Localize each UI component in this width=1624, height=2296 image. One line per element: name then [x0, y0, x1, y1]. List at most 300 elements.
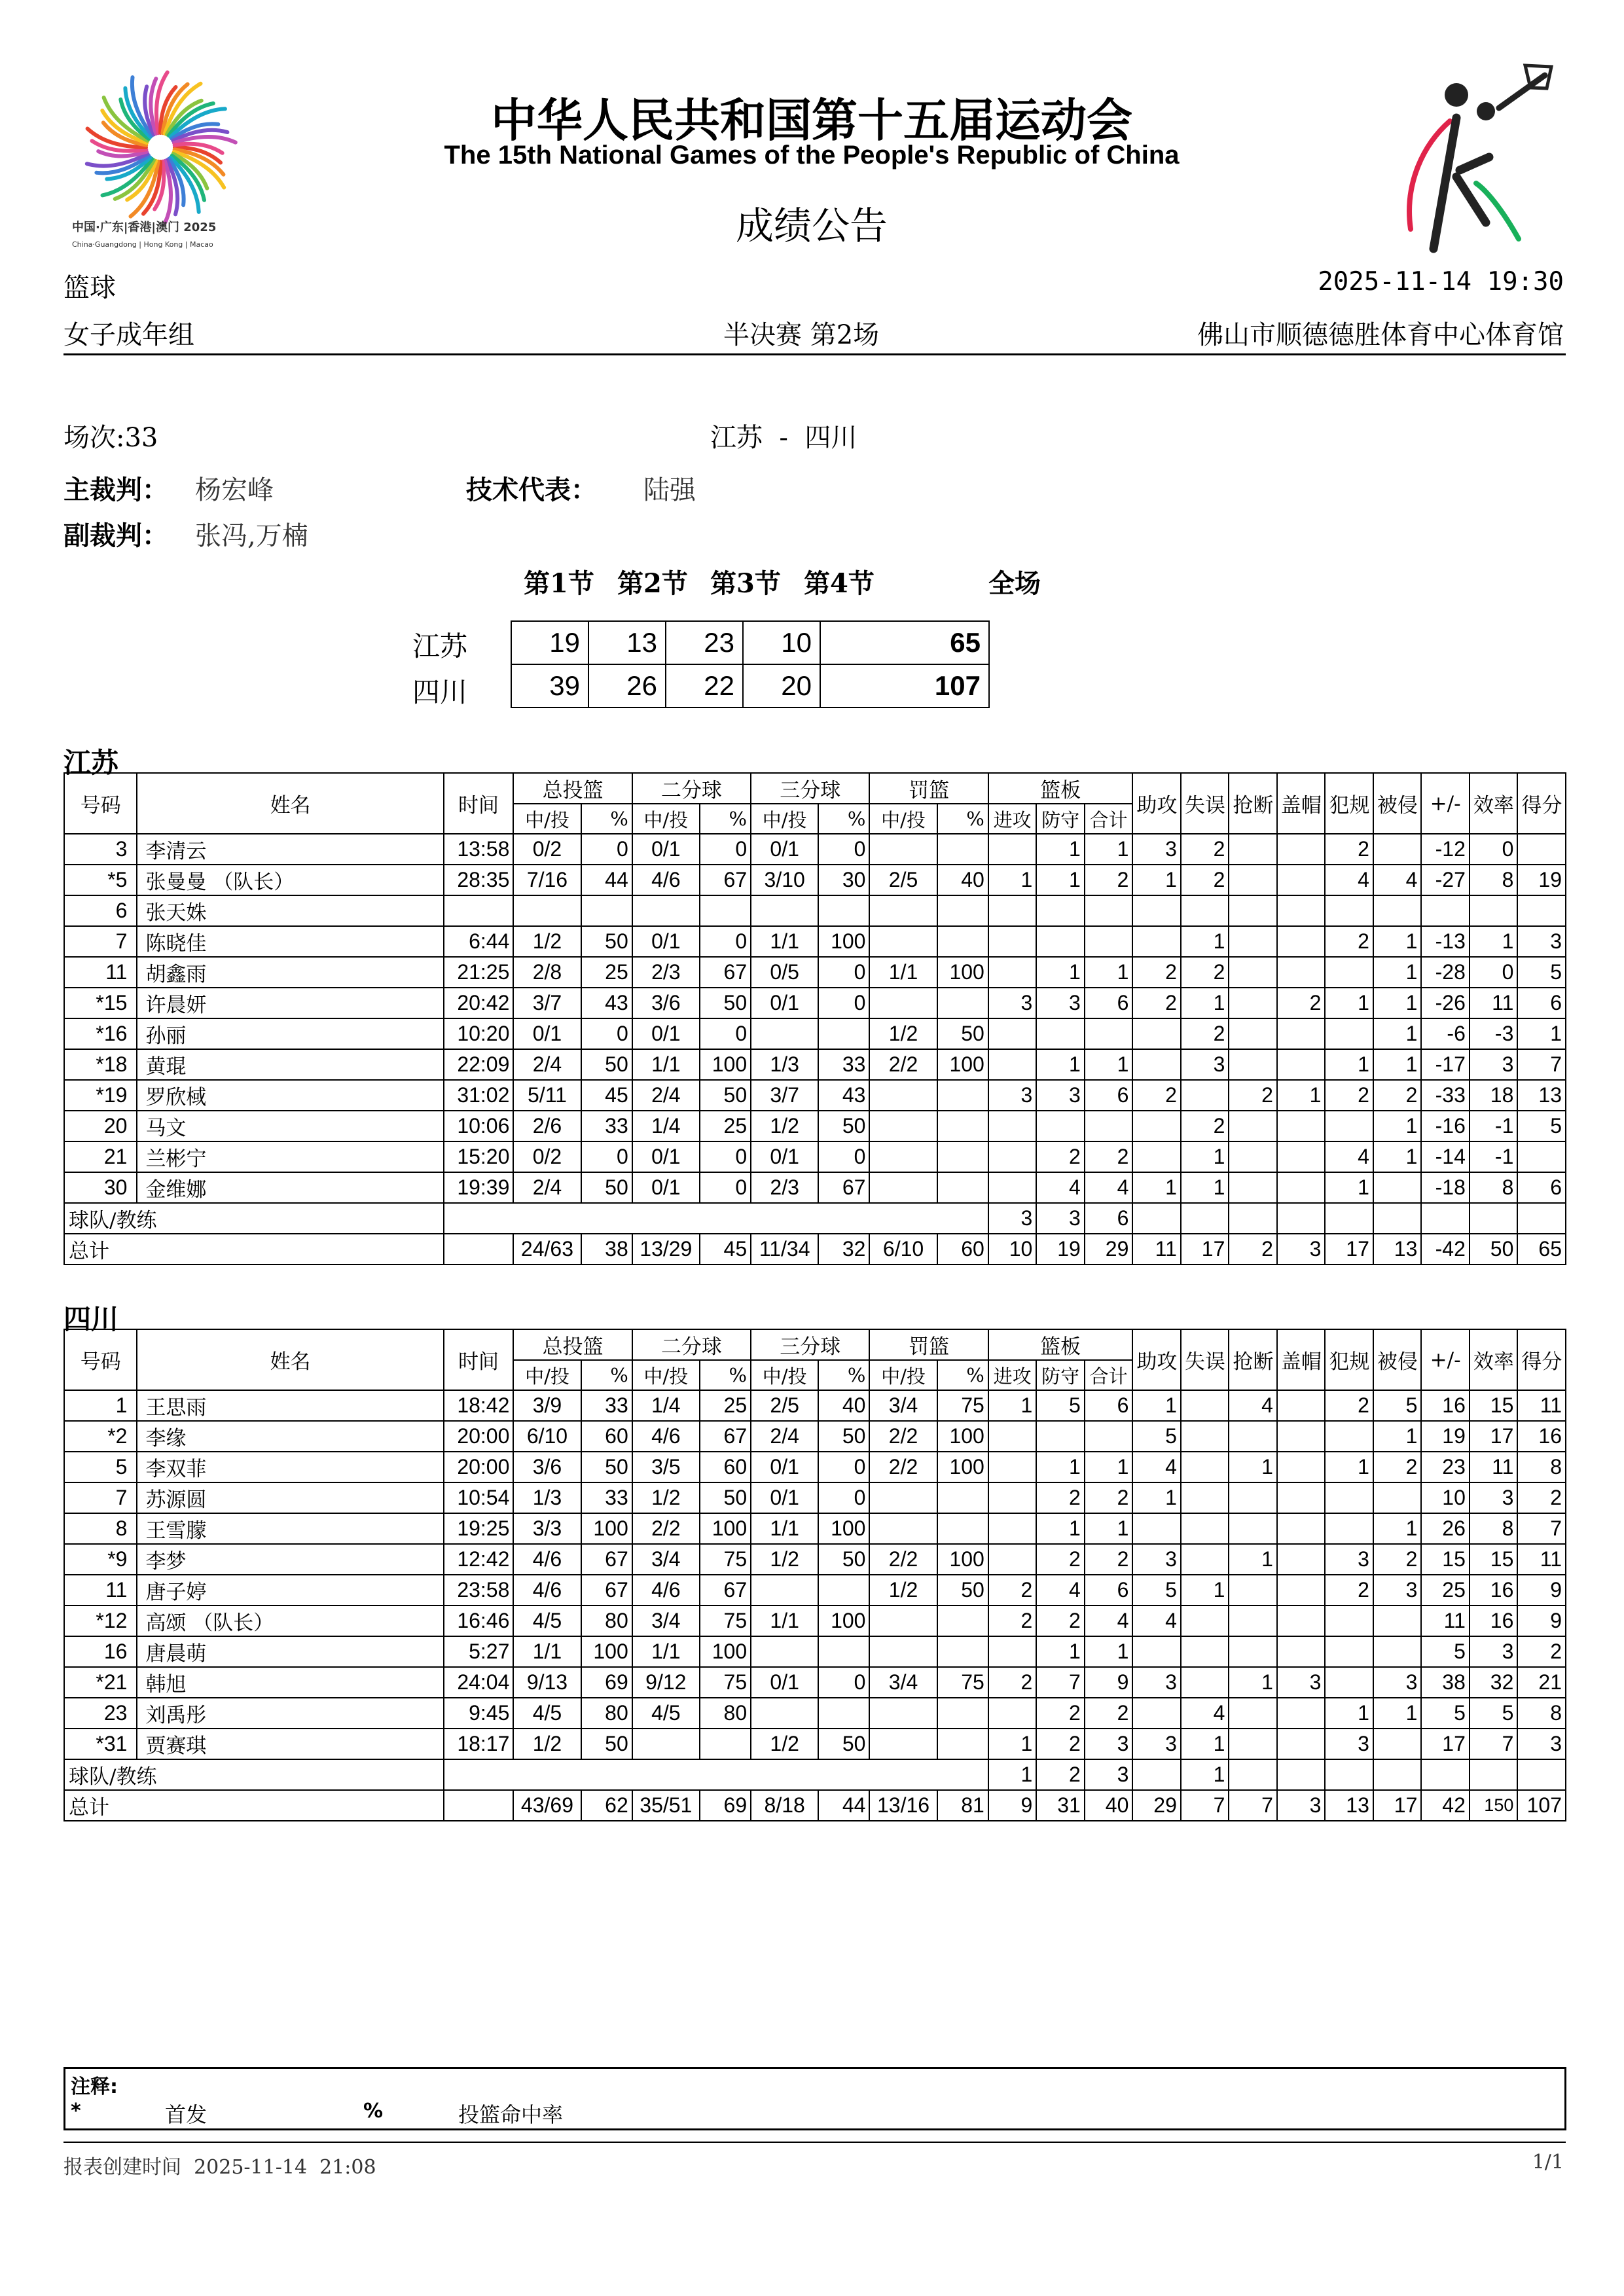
col-time-header: 时间	[444, 1329, 514, 1390]
stat-cell: 2	[988, 1605, 1037, 1636]
stat-cell: 1	[1325, 1698, 1373, 1729]
stat-cell: 4/6	[632, 1421, 700, 1452]
stat-cell	[1181, 1482, 1229, 1513]
stat-cell: 2/2	[869, 1544, 937, 1575]
stat-cell: 5	[1036, 1390, 1085, 1421]
stat-cell	[1470, 1203, 1518, 1234]
stat-cell	[937, 926, 988, 957]
total-cell: 10	[988, 1234, 1037, 1265]
stat-cell: 2	[1036, 1482, 1085, 1513]
stat-cell	[1229, 1172, 1277, 1203]
total-cell: 13	[1325, 1790, 1373, 1821]
team-turnovers	[1181, 1203, 1229, 1234]
stat-cell: 2/2	[869, 1049, 937, 1080]
stat-cell	[1085, 895, 1133, 926]
stat-cell	[869, 1080, 937, 1111]
stat-cell: 75	[700, 1544, 751, 1575]
col-reb-header: 篮板	[988, 1329, 1133, 1360]
col-to-header: 失误	[1181, 773, 1229, 834]
team-def-reb: 2	[1036, 1759, 1085, 1790]
player-row	[64, 957, 1566, 988]
stat-cell: 5/11	[513, 1080, 581, 1111]
stat-cell	[1229, 895, 1277, 926]
stat-cell: 1/2	[869, 1018, 937, 1049]
notes-starter-text: 首发	[165, 2102, 208, 2127]
score-cell: 22	[666, 664, 743, 708]
player-name: 李清云	[137, 834, 443, 865]
player-row	[64, 895, 1566, 926]
stat-cell	[751, 1575, 818, 1605]
stat-cell: 1/2	[751, 1544, 818, 1575]
player-name: 刘禹彤	[137, 1698, 443, 1729]
stat-cell: 1	[1036, 1049, 1085, 1080]
event-round: 半决赛 第2场	[723, 320, 880, 350]
stat-cell: 6	[1517, 1172, 1566, 1203]
stat-cell: 1	[1085, 1049, 1133, 1080]
stat-cell	[1277, 1636, 1326, 1667]
stat-cell: 2	[988, 1575, 1037, 1605]
stat-cell: 69	[581, 1667, 632, 1698]
stat-cell	[632, 1729, 700, 1759]
stat-cell	[818, 895, 869, 926]
score-team-name: 江苏	[412, 630, 468, 662]
stat-cell	[1517, 895, 1566, 926]
stat-cell	[937, 1698, 988, 1729]
stat-cell	[1181, 1421, 1229, 1452]
stat-cell	[1036, 1421, 1085, 1452]
player-name: 王思雨	[137, 1390, 443, 1421]
stat-cell	[869, 926, 937, 957]
score-total: 107	[820, 664, 989, 708]
stat-cell: 100	[700, 1049, 751, 1080]
col-made-att-header: 中/投	[751, 1360, 818, 1390]
stat-cell: 2	[1229, 1080, 1277, 1111]
stat-cell: 4	[1229, 1390, 1277, 1421]
stat-cell	[818, 1575, 869, 1605]
score-cell: 26	[588, 664, 666, 708]
player-name: 马文	[137, 1111, 443, 1141]
col-3pt-header: 三分球	[751, 1329, 869, 1360]
stat-cell: 2/8	[513, 957, 581, 988]
stat-cell	[1181, 1513, 1229, 1544]
stat-cell: 4/6	[513, 1544, 581, 1575]
stat-cell: 3	[1325, 1729, 1373, 1759]
stat-cell: 100	[818, 1605, 869, 1636]
stat-cell	[1229, 1636, 1277, 1667]
tech-delegate-label: 技术代表：	[466, 475, 597, 505]
stat-cell: 67	[700, 1575, 751, 1605]
stat-cell: 3	[1132, 1544, 1181, 1575]
player-number: 16	[64, 1636, 137, 1667]
player-name: 孙丽	[137, 1018, 443, 1049]
stat-cell: 60	[700, 1452, 751, 1482]
total-cell: 29	[1132, 1790, 1181, 1821]
stat-cell	[1181, 1605, 1229, 1636]
stat-cell	[988, 1482, 1037, 1513]
player-name: 胡鑫雨	[137, 957, 443, 988]
col-3pt-header: 三分球	[751, 773, 869, 804]
stat-cell	[1277, 926, 1326, 957]
stat-cell: 7	[1470, 1729, 1518, 1759]
stat-cell: 3/9	[513, 1390, 581, 1421]
stat-cell: 3	[988, 988, 1037, 1018]
stat-cell	[1085, 1018, 1133, 1049]
player-minutes: 10:54	[444, 1482, 514, 1513]
stat-cell: 33	[581, 1111, 632, 1141]
stat-cell: 3/4	[869, 1390, 937, 1421]
score-cell: 20	[743, 664, 820, 708]
col-pf-header: 犯规	[1325, 1329, 1373, 1390]
player-number: *31	[64, 1729, 137, 1759]
player-name: 黄琨	[137, 1049, 443, 1080]
stat-cell: 0	[700, 1172, 751, 1203]
stat-cell	[869, 1111, 937, 1141]
full-game-header: 全场	[988, 568, 1041, 599]
stat-cell	[988, 1049, 1037, 1080]
player-minutes: 23:58	[444, 1575, 514, 1605]
player-row	[64, 865, 1566, 895]
player-minutes: 9:45	[444, 1698, 514, 1729]
player-row	[64, 834, 1566, 865]
stat-cell: 1/3	[751, 1049, 818, 1080]
stat-cell	[1470, 895, 1518, 926]
venue: 佛山市顺德德胜体育中心体育馆	[1197, 320, 1564, 350]
col-ft-header: 罚篮	[869, 773, 988, 804]
stat-cell: 2	[1085, 1141, 1133, 1172]
team-box-score	[63, 1329, 1566, 1821]
stat-cell: 33	[581, 1390, 632, 1421]
total-cell: 65	[1517, 1234, 1566, 1265]
stat-cell: 3/3	[513, 1513, 581, 1544]
stat-cell: 9/12	[632, 1667, 700, 1698]
stat-cell: 38	[1421, 1667, 1470, 1698]
results-notice-title: 成绩公告	[735, 204, 888, 248]
stat-cell	[1277, 1513, 1326, 1544]
stat-cell	[1325, 1482, 1373, 1513]
player-name: 张曼曼 （队长）	[137, 865, 443, 895]
stat-cell	[1181, 1636, 1229, 1667]
stat-cell	[1229, 1203, 1277, 1234]
player-row	[64, 1482, 1566, 1513]
player-minutes: 31:02	[444, 1080, 514, 1111]
total-cell: 11/34	[751, 1234, 818, 1265]
stat-cell	[869, 1513, 937, 1544]
team-coach-label: 球队/教练	[64, 1759, 444, 1790]
stat-cell: 18	[1470, 1080, 1518, 1111]
total-cell: 17	[1373, 1790, 1422, 1821]
stat-cell: 0/1	[632, 834, 700, 865]
col-made-att-header: 中/投	[869, 804, 937, 834]
player-row	[64, 1421, 1566, 1452]
player-name: 许晨妍	[137, 988, 443, 1018]
stat-cell: 7	[1036, 1667, 1085, 1698]
stat-cell	[988, 1544, 1037, 1575]
player-number: 3	[64, 834, 137, 865]
stat-cell: 11	[1517, 1390, 1566, 1421]
quarter-1-header: 第1节	[524, 568, 594, 599]
stat-cell: 1	[1470, 926, 1518, 957]
player-number: 6	[64, 895, 137, 926]
games-title-cn: 中华人民共和国第十五届运动会	[491, 94, 1132, 147]
team-coach-row	[64, 1759, 1566, 1790]
stat-cell: 33	[818, 1049, 869, 1080]
stat-cell: 26	[1421, 1513, 1470, 1544]
stat-cell	[869, 1636, 937, 1667]
stat-cell: 2	[1132, 1080, 1181, 1111]
stat-cell: 4	[1085, 1605, 1133, 1636]
stat-cell: 43	[818, 1080, 869, 1111]
stat-cell: 1	[1373, 1513, 1422, 1544]
col-name-header: 姓名	[137, 773, 443, 834]
stat-cell	[988, 1636, 1037, 1667]
stat-cell: 0/1	[513, 1018, 581, 1049]
stat-cell	[444, 1759, 988, 1790]
stat-cell	[1036, 1111, 1085, 1141]
player-number: *16	[64, 1018, 137, 1049]
stat-cell	[513, 895, 581, 926]
stat-cell	[937, 988, 988, 1018]
basketball-pictogram	[1371, 59, 1568, 255]
col-stl-header: 抢断	[1229, 1329, 1277, 1390]
stat-cell	[1132, 1636, 1181, 1667]
team-turnovers: 1	[1181, 1759, 1229, 1790]
stat-cell: 2	[1132, 957, 1181, 988]
stat-cell: 19	[1421, 1421, 1470, 1452]
stat-cell	[444, 1203, 988, 1234]
player-row	[64, 1452, 1566, 1482]
stat-cell	[1277, 1141, 1326, 1172]
stat-cell	[937, 1111, 988, 1141]
stat-cell: 1/1	[869, 957, 937, 988]
stat-cell: 3	[1277, 1667, 1326, 1698]
stat-cell	[1373, 1203, 1422, 1234]
stat-cell: -18	[1421, 1172, 1470, 1203]
stat-cell: 3/4	[632, 1544, 700, 1575]
stat-cell: 50	[700, 988, 751, 1018]
stat-cell	[1325, 1203, 1373, 1234]
stat-cell	[1517, 834, 1566, 865]
stat-cell: 11	[1517, 1544, 1566, 1575]
stat-cell: 50	[818, 1421, 869, 1452]
stat-cell: 0/1	[751, 1667, 818, 1698]
stat-cell: -33	[1421, 1080, 1470, 1111]
stat-cell: 5	[1517, 957, 1566, 988]
stat-cell	[1181, 1667, 1229, 1698]
stat-cell	[1325, 1421, 1373, 1452]
total-cell: 24/63	[513, 1234, 581, 1265]
player-minutes: 19:25	[444, 1513, 514, 1544]
col-fg-header: 总投篮	[513, 773, 632, 804]
stat-cell: 1	[988, 1729, 1037, 1759]
col-made-att-header: 中/投	[513, 1360, 581, 1390]
player-minutes: 24:04	[444, 1667, 514, 1698]
stat-cell: 5	[1421, 1636, 1470, 1667]
col-2pt-header: 二分球	[632, 773, 751, 804]
stat-cell: 1	[1181, 988, 1229, 1018]
stat-cell: 3	[1470, 1636, 1518, 1667]
stat-cell: 1	[1373, 1421, 1422, 1452]
stat-cell: 3/7	[513, 988, 581, 1018]
total-cell: -42	[1421, 1234, 1470, 1265]
stat-cell: 3	[1132, 834, 1181, 865]
score-cell: 23	[666, 621, 743, 664]
stat-cell: 1	[1036, 865, 1085, 895]
stat-cell	[1132, 926, 1181, 957]
score-cell: 39	[511, 664, 588, 708]
col-fg-header: 总投篮	[513, 1329, 632, 1360]
stat-cell	[1517, 1141, 1566, 1172]
stat-cell: 1/1	[751, 1513, 818, 1544]
stat-cell	[1325, 1018, 1373, 1049]
player-row	[64, 1172, 1566, 1203]
stat-cell	[1277, 957, 1326, 988]
stat-cell: 2/4	[513, 1172, 581, 1203]
stat-cell	[988, 1513, 1037, 1544]
col-pct-header: %	[937, 804, 988, 834]
player-minutes: 12:42	[444, 1544, 514, 1575]
player-minutes: 18:17	[444, 1729, 514, 1759]
stat-cell: 6	[1085, 1080, 1133, 1111]
stat-cell: 100	[937, 1452, 988, 1482]
stat-cell: 3	[1470, 1049, 1518, 1080]
stat-cell: 2/3	[751, 1172, 818, 1203]
stat-cell	[1325, 1636, 1373, 1667]
col-def-reb-header: 防守	[1036, 1360, 1085, 1390]
stat-cell	[1277, 1698, 1326, 1729]
stat-cell: 13	[1517, 1080, 1566, 1111]
stat-cell	[1277, 834, 1326, 865]
team-def-reb: 3	[1036, 1203, 1085, 1234]
stat-cell: 50	[700, 1482, 751, 1513]
stat-cell: 1/2	[513, 926, 581, 957]
stat-cell: 15	[1470, 1390, 1518, 1421]
stat-cell: 3/6	[513, 1452, 581, 1482]
stat-cell	[1132, 1698, 1181, 1729]
stat-cell: 4	[1036, 1172, 1085, 1203]
stat-cell: 2/4	[751, 1421, 818, 1452]
total-cell: 40	[1085, 1790, 1133, 1821]
stat-cell: 3	[988, 1080, 1037, 1111]
stat-cell: 100	[818, 926, 869, 957]
player-number: *12	[64, 1605, 137, 1636]
total-cell: 3	[1277, 1234, 1326, 1265]
player-row	[64, 988, 1566, 1018]
col-def-reb-header: 防守	[1036, 804, 1085, 834]
stat-cell: 6	[1085, 1575, 1133, 1605]
stat-cell: 0/5	[751, 957, 818, 988]
stat-cell	[1325, 1513, 1373, 1544]
stat-cell	[869, 834, 937, 865]
stat-cell: 4/5	[632, 1698, 700, 1729]
col-pct-header: %	[818, 1360, 869, 1390]
stat-cell: 17	[1421, 1729, 1470, 1759]
stat-cell: 5	[1132, 1575, 1181, 1605]
stat-cell: 3/10	[751, 865, 818, 895]
col-pct-header: %	[937, 1360, 988, 1390]
stat-cell: 1/3	[513, 1482, 581, 1513]
stat-cell: 0	[581, 834, 632, 865]
stat-cell	[1229, 1513, 1277, 1544]
player-minutes: 5:27	[444, 1636, 514, 1667]
stat-cell: 8	[1517, 1698, 1566, 1729]
stat-cell: 6/10	[513, 1421, 581, 1452]
player-name: 罗欣棫	[137, 1080, 443, 1111]
stat-cell: 100	[937, 1049, 988, 1080]
stat-cell: -16	[1421, 1111, 1470, 1141]
total-cell: 38	[581, 1234, 632, 1265]
stat-cell: 67	[700, 1421, 751, 1452]
stat-cell: -26	[1421, 988, 1470, 1018]
player-row	[64, 1390, 1566, 1421]
stat-cell: 7/16	[513, 865, 581, 895]
totals-row	[64, 1790, 1566, 1821]
total-cell: 42	[1421, 1790, 1470, 1821]
stat-cell: 33	[581, 1482, 632, 1513]
player-row	[64, 1141, 1566, 1172]
stat-cell	[988, 926, 1037, 957]
stat-cell: -27	[1421, 865, 1470, 895]
stat-cell: 3	[1373, 1575, 1422, 1605]
stat-cell: 2	[1036, 1698, 1085, 1729]
stat-cell: 0	[581, 1141, 632, 1172]
player-minutes: 6:44	[444, 926, 514, 957]
stat-cell	[937, 1172, 988, 1203]
total-cell: 7	[1181, 1790, 1229, 1821]
quarter-2-header: 第2节	[617, 568, 688, 599]
player-number: 21	[64, 1141, 137, 1172]
stat-cell: 0	[1470, 957, 1518, 988]
total-cell: 60	[937, 1234, 988, 1265]
stat-cell: 2	[1085, 1482, 1133, 1513]
stat-cell: 75	[700, 1667, 751, 1698]
stat-cell: 0/1	[632, 1141, 700, 1172]
stat-cell	[937, 834, 988, 865]
stat-cell	[869, 1141, 937, 1172]
stat-cell	[1373, 1729, 1422, 1759]
stat-cell: 0	[1470, 834, 1518, 865]
stat-cell	[1421, 895, 1470, 926]
score-team-name: 四川	[412, 676, 468, 708]
player-name: 王雪朦	[137, 1513, 443, 1544]
stat-cell: 11	[1470, 988, 1518, 1018]
player-name: 苏源圆	[137, 1482, 443, 1513]
stat-cell: 45	[581, 1080, 632, 1111]
stat-cell: 1/4	[632, 1111, 700, 1141]
stat-cell: 4	[1085, 1172, 1133, 1203]
stat-cell	[751, 1636, 818, 1667]
stat-cell: 4	[1181, 1698, 1229, 1729]
player-row	[64, 1667, 1566, 1698]
stat-cell	[1325, 1111, 1373, 1141]
player-row	[64, 1513, 1566, 1544]
stat-cell	[1229, 926, 1277, 957]
stat-cell	[1132, 1018, 1181, 1049]
stat-cell: 2/4	[513, 1049, 581, 1080]
stat-cell: 1/1	[751, 1605, 818, 1636]
stat-cell: 2/5	[751, 1390, 818, 1421]
total-cell: 43/69	[513, 1790, 581, 1821]
notes-title: 注释:	[71, 2075, 118, 2098]
stat-cell: 100	[937, 957, 988, 988]
stat-cell: 3/5	[632, 1452, 700, 1482]
col-made-att-header: 中/投	[869, 1360, 937, 1390]
player-number: *2	[64, 1421, 137, 1452]
chief-referee-label: 主裁判：	[63, 475, 168, 505]
stat-cell	[1229, 1729, 1277, 1759]
stat-cell	[937, 1482, 988, 1513]
stat-cell	[1373, 834, 1422, 865]
stat-cell	[1229, 1698, 1277, 1729]
